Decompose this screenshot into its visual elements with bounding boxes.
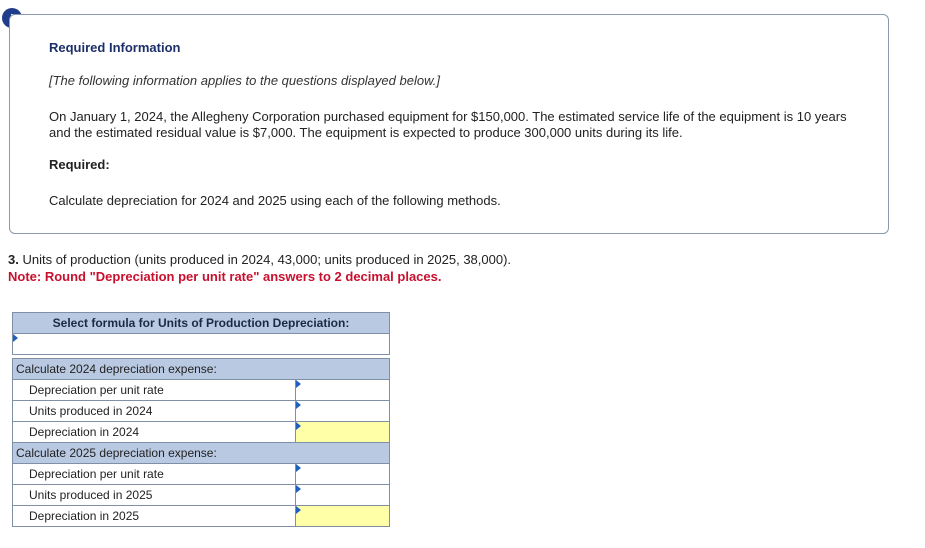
table-row	[13, 506, 390, 527]
question-text	[8, 252, 511, 267]
row-label: Depreciation in 2024	[13, 422, 296, 443]
table-row	[13, 380, 390, 401]
input-marker-icon	[296, 485, 301, 493]
info-task: Calculate depreciation for 2024 and 2025 using each of the following methods.	[49, 193, 501, 208]
input-marker-icon	[13, 334, 18, 342]
required-information-panel	[9, 14, 889, 234]
rounding-note: Note: Round "Depreciation per unit rate" answers to 2 decimal places.	[8, 269, 442, 284]
row-label: Depreciation in 2025	[13, 506, 296, 527]
formula-header: Select formula for Units of Production Depreciation:	[13, 313, 390, 334]
section-2025-label: Calculate 2025 depreciation expense:	[13, 443, 390, 464]
table-row	[13, 422, 390, 443]
formula-select-input[interactable]	[13, 334, 390, 355]
table-row	[13, 401, 390, 422]
row-label: Depreciation per unit rate	[13, 464, 296, 485]
depreciation-2025-output	[296, 506, 390, 527]
depreciation-table	[12, 312, 390, 527]
table-row	[13, 464, 390, 485]
rate-2024-input[interactable]	[296, 380, 390, 401]
units-2025-input[interactable]	[296, 485, 390, 506]
input-marker-icon	[296, 401, 301, 409]
row-label: Depreciation per unit rate	[13, 380, 296, 401]
table-row	[13, 485, 390, 506]
depreciation-2024-output	[296, 422, 390, 443]
units-2024-input[interactable]	[296, 401, 390, 422]
input-marker-icon	[296, 422, 301, 430]
question-number: 3.	[8, 252, 19, 267]
info-note: [The following information applies to the questions displayed below.]	[49, 73, 440, 88]
info-body: On January 1, 2024, the Allegheny Corporation purchased equipment for $150,000. The estimated service life of the equipment is 10 years and the estimated residual value is $7,000. The equipment is expected to produce 300,000 units during its life.	[49, 109, 847, 140]
section-2024-label: Calculate 2024 depreciation expense:	[13, 359, 390, 380]
row-label: Units produced in 2024	[13, 401, 296, 422]
input-marker-icon	[296, 464, 301, 472]
row-label: Units produced in 2025	[13, 485, 296, 506]
info-required-label: Required:	[49, 157, 110, 172]
info-title: Required Information	[49, 40, 181, 55]
question-body: Units of production (units produced in 2024, 43,000; units produced in 2025, 38,000).	[22, 252, 512, 267]
rate-2025-input[interactable]	[296, 464, 390, 485]
input-marker-icon	[296, 506, 301, 514]
input-marker-icon	[296, 380, 301, 388]
